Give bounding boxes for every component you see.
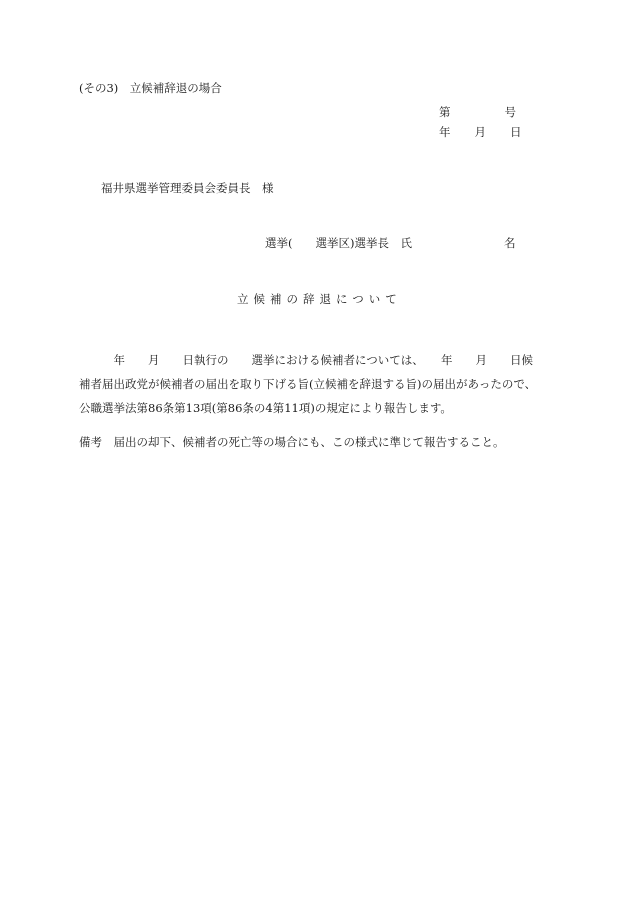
date-year: 年 xyxy=(439,125,451,139)
body-paragraph xyxy=(79,348,551,420)
sender-title: 選挙( 選挙区)選挙長 氏 xyxy=(265,236,412,250)
date-line xyxy=(439,124,522,140)
document-title: 立候補の辞退について xyxy=(237,292,402,306)
remarks-note: 備考 届出の却下、候補者の死亡等の場合にも、この様式に準じて報告すること。 xyxy=(79,435,505,449)
reference-number xyxy=(439,104,516,120)
sender-name-suffix: 名 xyxy=(503,236,516,250)
sender-line xyxy=(265,235,515,251)
body-line-1: 年 月 日執行の 選挙における候補者については、 年 月 日候 xyxy=(79,353,534,367)
date-month: 月 xyxy=(474,125,486,139)
ref-number-prefix: 第 xyxy=(439,105,451,119)
form-label: (その3) 立候補辞退の場合 xyxy=(79,81,222,95)
body-line-3: 公職選挙法第86条第13項(第86条の4第11項)の規定により報告します。 xyxy=(79,401,452,415)
date-day: 日 xyxy=(510,125,522,139)
ref-number-blank xyxy=(451,104,505,120)
addressee: 福井県選挙管理委員会委員長 様 xyxy=(101,181,274,195)
ref-number-suffix: 号 xyxy=(504,105,516,119)
body-line-2: 補者届出政党が候補者の届出を取り下げる旨(立候補を辞退する旨)の届出があったので、 xyxy=(79,377,537,391)
